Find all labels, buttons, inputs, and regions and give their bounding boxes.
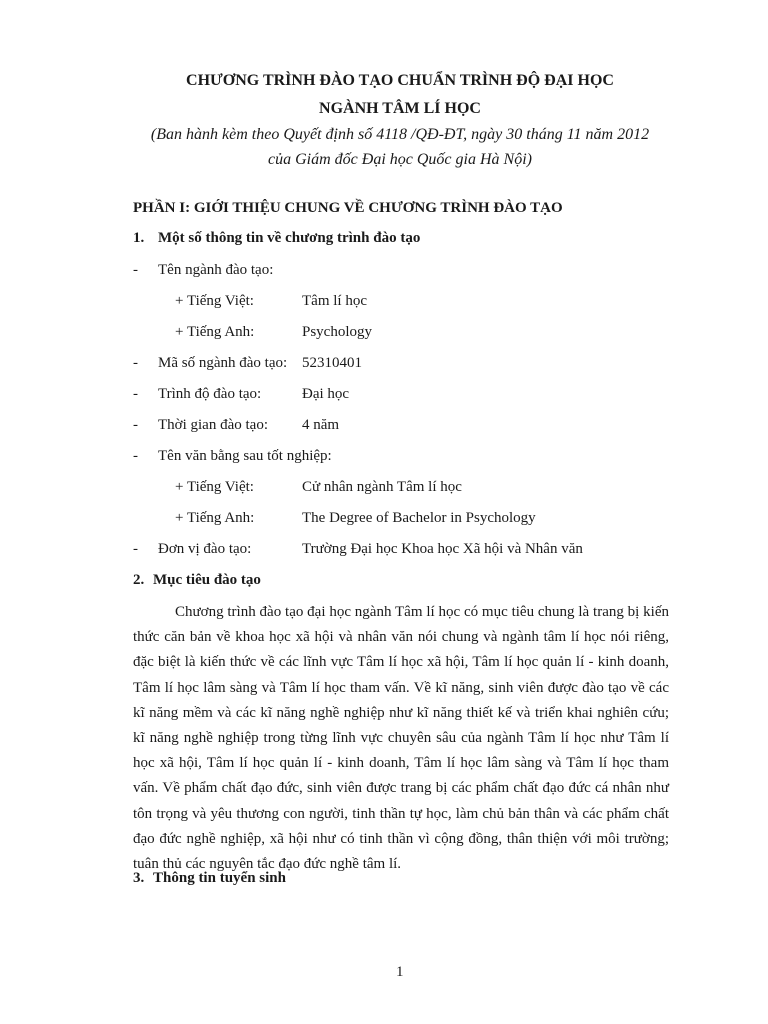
dash-bullet: - (133, 386, 138, 402)
thoi-gian-value: 4 năm (302, 417, 340, 433)
don-vi-label: Đơn vị đào tạo: (158, 541, 252, 557)
tieng-anh-value: Psychology (302, 324, 373, 340)
part1-heading: PHẦN I: GIỚI THIỆU CHUNG VỀ CHƯƠNG TRÌNH ĐÀO TẠO (133, 200, 563, 216)
dash-bullet: - (133, 448, 138, 464)
dash-bullet: - (133, 417, 138, 433)
ma-so-label: Mã số ngành đào tạo: (158, 355, 288, 371)
tieng-viet-label: + Tiếng Việt: (175, 293, 254, 309)
vb-tieng-viet-value: Cử nhân ngành Tâm lí học (302, 479, 462, 495)
section3-title: Thông tin tuyển sinh (153, 870, 286, 886)
document-title-line2: NGÀNH TÂM LÍ HỌC (319, 100, 481, 117)
ma-so-value: 52310401 (302, 355, 362, 371)
dash-bullet: - (133, 262, 138, 278)
page-number: 1 (396, 964, 404, 980)
vb-tieng-anh-value: The Degree of Bachelor in Psychology (302, 510, 536, 526)
vb-tieng-viet-label: + Tiếng Việt: (175, 479, 254, 495)
document-subtitle-line1: (Ban hành kèm theo Quyết định số 4118 /QĐ-ĐT, ngày 30 tháng 11 năm 2012 (150, 126, 650, 143)
van-bang-label: Tên văn bằng sau tốt nghiệp: (158, 448, 332, 464)
document-subtitle-line2: của Giám đốc Đại học Quốc gia Hà Nội) (268, 151, 532, 168)
trinh-do-label: Trình độ đào tạo: (158, 386, 262, 402)
tieng-anh-label: + Tiếng Anh: (175, 324, 255, 340)
trinh-do-value: Đại học (302, 386, 350, 402)
dash-bullet: - (133, 541, 138, 557)
section2-paragraph (133, 600, 669, 877)
vb-tieng-anh-label: + Tiếng Anh: (175, 510, 255, 526)
section2-number: 2. (133, 572, 145, 588)
section1-title: Một số thông tin về chương trình đào tạo (158, 230, 421, 246)
document-title-line1: CHƯƠNG TRÌNH ĐÀO TẠO CHUẨN TRÌNH ĐỘ ĐẠI HỌC (186, 72, 614, 89)
don-vi-value: Trường Đại học Khoa học Xã hội và Nhân văn (302, 541, 583, 557)
dash-bullet: - (133, 355, 138, 371)
section2-title: Mục tiêu đào tạo (153, 572, 261, 588)
thoi-gian-label: Thời gian đào tạo: (158, 417, 268, 433)
tieng-viet-value: Tâm lí học (302, 293, 367, 309)
section2-paragraph-text: Chương trình đào tạo đại học ngành Tâm lí học có mục tiêu chung là trang bị kiến thức căn bản về khoa học xã hội và nhân văn nói chung và ngành tâm lí học nói riêng, đặc biệt là kiến thức về các lĩnh vực Tâm lí học xã hội, Tâm lí học quản lí - kinh doanh, Tâm lí học lâm sàng và Tâm lí học tham vấn. Về kĩ năng, sinh viên được đào tạo về các kĩ năng mềm và các kĩ năng nghề nghiệp như kĩ năng thiết kế và triển khai nghiên cứu; kĩ năng nghề nghiệp trong từng lĩnh vực chuyên sâu của ngành Tâm lí học như Tâm lí học xã hội, Tâm lí học quản lí - kinh doanh, Tâm lí học lâm sàng và Tâm lí học tham vấn. Về phẩm chất đạo đức, sinh viên được trang bị các phẩm chất đạo đức cá nhân như tôn trọng và yêu thương con người, tinh thần tự học, làm chủ bản thân và các phẩm chất đạo đức nghề nghiệp, xã hội như có tinh thần vì cộng đồng, thân thiện với môi trường; tuân thủ các nguyên tắc đạo đức nghề tâm lí. (133, 604, 669, 873)
ten-nganh-label: Tên ngành đào tạo: (158, 262, 274, 278)
section3-number: 3. (133, 870, 145, 886)
section1-number: 1. (133, 230, 145, 246)
